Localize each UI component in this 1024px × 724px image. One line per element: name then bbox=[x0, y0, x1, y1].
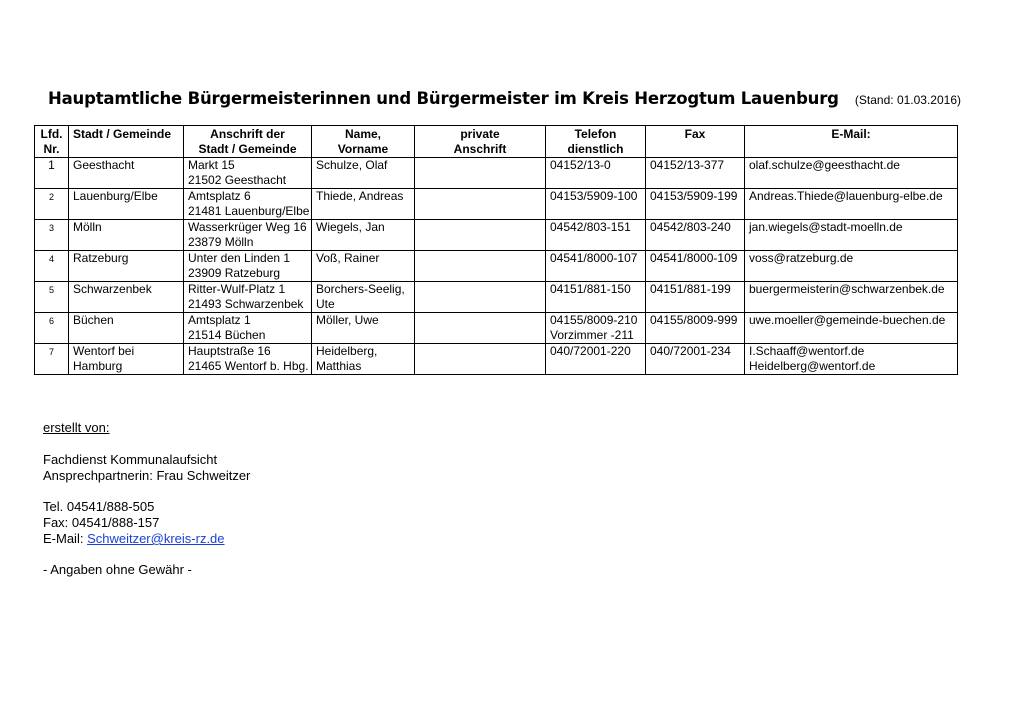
cell-name-line2: Ute bbox=[316, 297, 335, 311]
spacer bbox=[43, 547, 250, 562]
cell-nr: 2 bbox=[35, 189, 69, 220]
cell-telefon-line1: 04152/13-0 bbox=[550, 158, 611, 172]
cell-gemeinde: Schwarzenbek bbox=[69, 282, 184, 313]
cell-email bbox=[745, 158, 958, 189]
header-telefon-line2: dienstlich bbox=[567, 142, 624, 156]
table-row bbox=[35, 220, 958, 251]
header-nr-line1: Lfd. bbox=[40, 127, 63, 141]
fax-number: Fax: 04541/888-157 bbox=[43, 515, 160, 530]
header-nr bbox=[35, 126, 69, 158]
header-telefon-line1: Telefon bbox=[574, 127, 617, 141]
cell-anschrift-street: Wasserkrüger Weg 16 bbox=[188, 220, 307, 234]
table-row bbox=[35, 282, 958, 313]
cell-name-line1: Voß, Rainer bbox=[316, 251, 380, 265]
cell-anschrift-city: 21502 Geesthacht bbox=[188, 173, 287, 187]
cell-name bbox=[312, 282, 415, 313]
cell-name-line2: Matthias bbox=[316, 359, 362, 373]
cell-nr: 4 bbox=[35, 251, 69, 282]
table-row bbox=[35, 251, 958, 282]
cell-email-line2: Heidelberg@wentorf.de bbox=[749, 359, 876, 373]
cell-fax: 04541/8000-109 bbox=[646, 251, 745, 282]
cell-anschrift-street: Unter den Linden 1 bbox=[188, 251, 291, 265]
table-row bbox=[35, 158, 958, 189]
cell-anschrift-street: Ritter-Wulf-Platz 1 bbox=[188, 282, 286, 296]
header-nr-line2: Nr. bbox=[43, 142, 60, 156]
cell-telefon bbox=[546, 313, 646, 344]
cell-name-line1: Borchers-Seelig, bbox=[316, 282, 405, 296]
cell-anschrift-city: 21481 Lauenburg/Elbe bbox=[188, 204, 310, 218]
table-header-row bbox=[35, 126, 958, 158]
cell-anschrift-city: 23909 Ratzeburg bbox=[188, 266, 281, 280]
cell-telefon bbox=[546, 158, 646, 189]
header-anschrift-line1: Anschrift der bbox=[210, 127, 285, 141]
cell-private-address bbox=[415, 189, 546, 220]
cell-nr: 6 bbox=[35, 313, 69, 344]
cell-nr: 7 bbox=[35, 344, 69, 375]
contact-person: Ansprechpartnerin: Frau Schweitzer bbox=[43, 468, 251, 483]
cell-private-address bbox=[415, 251, 546, 282]
cell-name-line1: Möller, Uwe bbox=[316, 313, 379, 327]
cell-fax: 04151/881-199 bbox=[646, 282, 745, 313]
cell-anschrift bbox=[184, 251, 312, 282]
department: Fachdienst Kommunalaufsicht bbox=[43, 452, 218, 467]
cell-private-address bbox=[415, 282, 546, 313]
header-anschrift-line2: Stadt / Gemeinde bbox=[198, 142, 297, 156]
cell-anschrift bbox=[184, 189, 312, 220]
table-row bbox=[35, 313, 958, 344]
header-private-address bbox=[415, 126, 546, 158]
spacer bbox=[43, 436, 250, 452]
cell-email-line1: Andreas.Thiede@lauenburg-elbe.de bbox=[749, 189, 943, 203]
header-name-line1: Name, bbox=[344, 127, 382, 141]
cell-anschrift-city: 21514 Büchen bbox=[188, 328, 266, 342]
cell-gemeinde: Geesthacht bbox=[69, 158, 184, 189]
cell-telefon-line1: 04155/8009-210 bbox=[550, 313, 638, 327]
cell-telefon-line1: 040/72001-220 bbox=[550, 344, 631, 358]
cell-anschrift-street: Markt 15 bbox=[188, 158, 235, 172]
header-gemeinde: Stadt / Gemeinde bbox=[69, 126, 184, 158]
cell-name bbox=[312, 220, 415, 251]
cell-gemeinde: Ratzeburg bbox=[69, 251, 184, 282]
cell-telefon bbox=[546, 251, 646, 282]
cell-email bbox=[745, 189, 958, 220]
cell-fax: 040/72001-234 bbox=[646, 344, 745, 375]
cell-anschrift-street: Hauptstraße 16 bbox=[188, 344, 271, 358]
cell-name bbox=[312, 344, 415, 375]
cell-gemeinde: Büchen bbox=[69, 313, 184, 344]
cell-email-line1: olaf.schulze@geesthacht.de bbox=[749, 158, 900, 172]
cell-name bbox=[312, 251, 415, 282]
cell-name-line1: Schulze, Olaf bbox=[316, 158, 388, 172]
cell-anschrift-street: Amtsplatz 1 bbox=[188, 313, 251, 327]
cell-name-line1: Heidelberg, bbox=[316, 344, 378, 358]
email-link[interactable]: Schweitzer@kreis-rz.de bbox=[87, 531, 225, 546]
cell-telefon bbox=[546, 282, 646, 313]
cell-email-line1: uwe.moeller@gemeinde-buechen.de bbox=[749, 313, 946, 327]
cell-nr: 5 bbox=[35, 282, 69, 313]
cell-anschrift-city: 23879 Mölln bbox=[188, 235, 254, 249]
footer-contact bbox=[43, 420, 250, 578]
cell-name-line1: Wiegels, Jan bbox=[316, 220, 385, 234]
header-private-line1: private bbox=[460, 127, 500, 141]
cell-gemeinde: Wentorf bei Hamburg bbox=[69, 344, 184, 375]
cell-email bbox=[745, 282, 958, 313]
header-name bbox=[312, 126, 415, 158]
header-fax: Fax bbox=[646, 126, 745, 158]
cell-email-line1: jan.wiegels@stadt-moelln.de bbox=[749, 220, 903, 234]
cell-name bbox=[312, 313, 415, 344]
cell-anschrift-city: 21493 Schwarzenbek bbox=[188, 297, 304, 311]
cell-anschrift bbox=[184, 313, 312, 344]
cell-gemeinde: Mölln bbox=[69, 220, 184, 251]
header-telefon bbox=[546, 126, 646, 158]
cell-email bbox=[745, 251, 958, 282]
cell-private-address bbox=[415, 313, 546, 344]
disclaimer: - Angaben ohne Gewähr - bbox=[43, 562, 192, 577]
created-by-label: erstellt von: bbox=[43, 420, 110, 435]
cell-telefon-line1: 04542/803-151 bbox=[550, 220, 631, 234]
cell-telefon-line1: 04153/5909-100 bbox=[550, 189, 638, 203]
header-anschrift bbox=[184, 126, 312, 158]
cell-name bbox=[312, 158, 415, 189]
cell-gemeinde: Lauenburg/Elbe bbox=[69, 189, 184, 220]
cell-fax: 04155/8009-999 bbox=[646, 313, 745, 344]
cell-anschrift bbox=[184, 344, 312, 375]
cell-fax: 04152/13-377 bbox=[646, 158, 745, 189]
stand-date: (Stand: 01.03.2016) bbox=[854, 93, 961, 107]
cell-anschrift bbox=[184, 282, 312, 313]
cell-private-address bbox=[415, 344, 546, 375]
cell-telefon-line2: Vorzimmer -211 bbox=[550, 328, 634, 342]
cell-fax: 04153/5909-199 bbox=[646, 189, 745, 220]
cell-anschrift bbox=[184, 158, 312, 189]
table-row bbox=[35, 344, 958, 375]
cell-telefon bbox=[546, 220, 646, 251]
cell-email-line1: voss@ratzeburg.de bbox=[749, 251, 854, 265]
mayors-table bbox=[34, 125, 958, 375]
cell-email-line1: buergermeisterin@schwarzenbek.de bbox=[749, 282, 945, 296]
cell-email-line1: I.Schaaff@wentorf.de bbox=[749, 344, 865, 358]
table-row bbox=[35, 189, 958, 220]
email-line bbox=[43, 531, 250, 547]
cell-fax: 04542/803-240 bbox=[646, 220, 745, 251]
cell-anschrift bbox=[184, 220, 312, 251]
page-title: Hauptamtliche Bürgermeisterinnen und Bürgermeister im Kreis Herzogtum Lauenburg bbox=[48, 89, 839, 108]
cell-nr: 3 bbox=[35, 220, 69, 251]
cell-telefon bbox=[546, 344, 646, 375]
cell-email bbox=[745, 313, 958, 344]
header-email: E-Mail: bbox=[745, 126, 958, 158]
cell-email bbox=[745, 220, 958, 251]
header-private-line2: Anschrift bbox=[453, 142, 507, 156]
phone: Tel. 04541/888-505 bbox=[43, 499, 155, 514]
cell-private-address bbox=[415, 158, 546, 189]
cell-telefon bbox=[546, 189, 646, 220]
cell-name bbox=[312, 189, 415, 220]
spacer bbox=[43, 484, 250, 499]
cell-telefon-line1: 04151/881-150 bbox=[550, 282, 631, 296]
email-label: E-Mail: bbox=[43, 531, 88, 546]
cell-private-address bbox=[415, 220, 546, 251]
cell-name-line1: Thiede, Andreas bbox=[316, 189, 404, 203]
cell-anschrift-city: 21465 Wentorf b. Hbg. bbox=[188, 359, 309, 373]
cell-telefon-line1: 04541/8000-107 bbox=[550, 251, 638, 265]
cell-anschrift-street: Amtsplatz 6 bbox=[188, 189, 251, 203]
cell-nr: 1 bbox=[35, 158, 69, 189]
cell-email bbox=[745, 344, 958, 375]
header-name-line2: Vorname bbox=[337, 142, 389, 156]
